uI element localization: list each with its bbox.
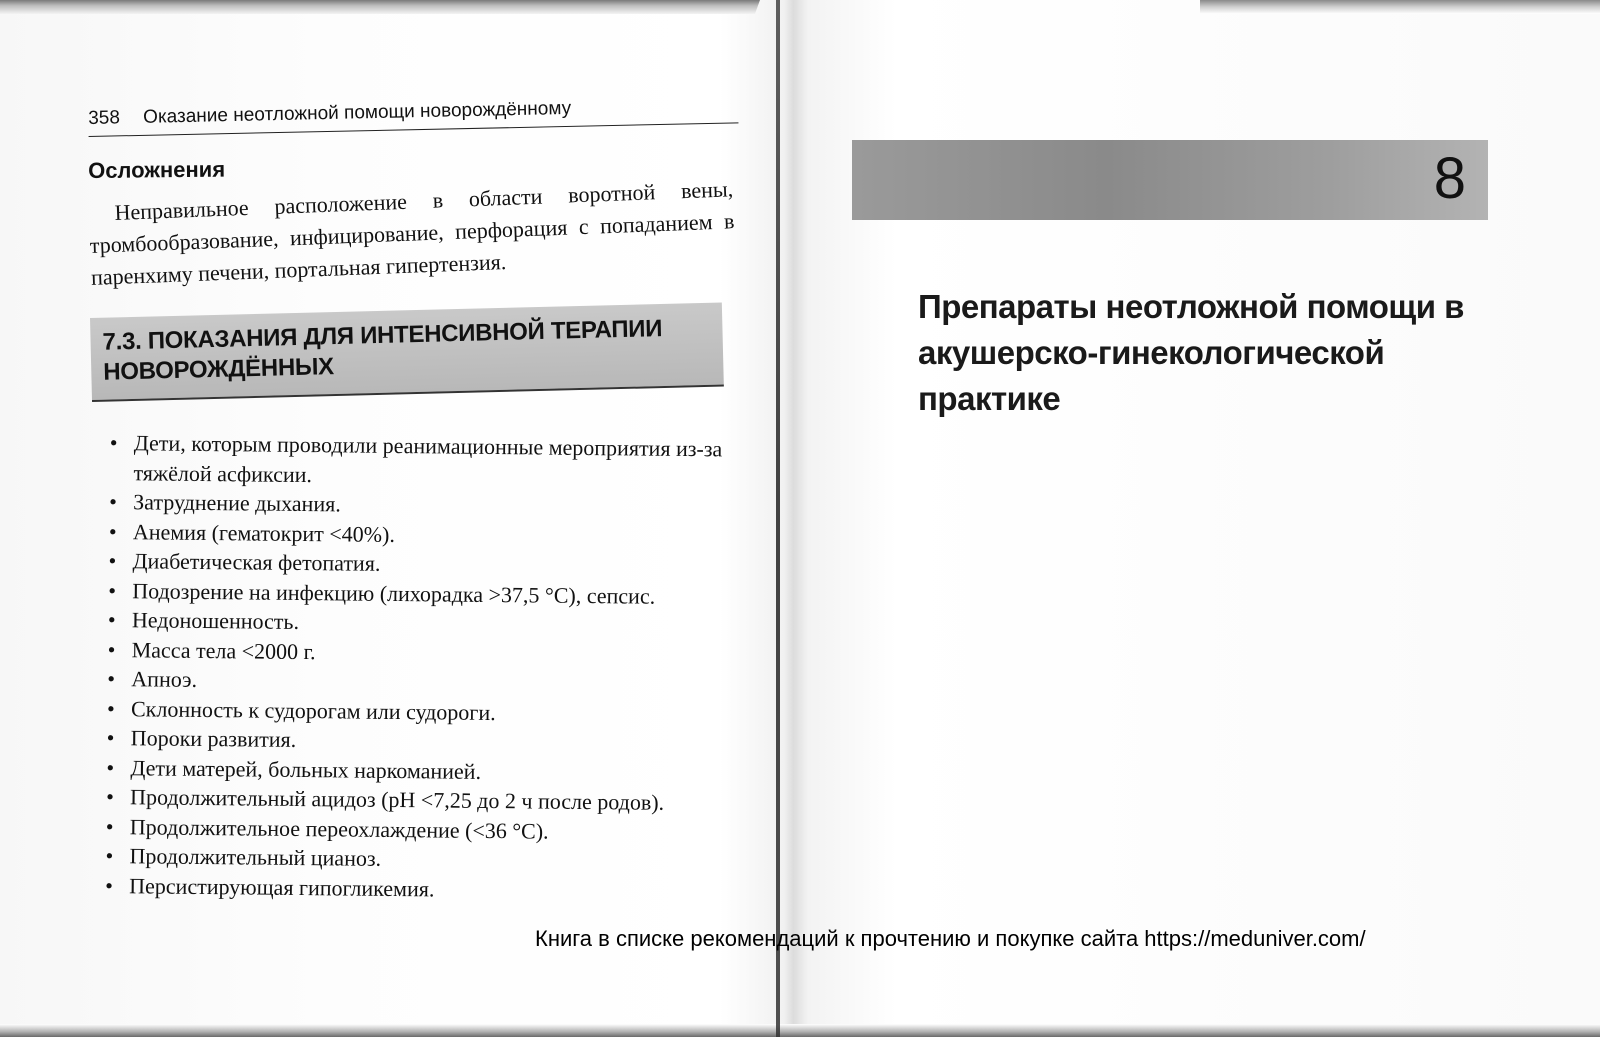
bullet-icon: • bbox=[107, 665, 116, 692]
chapter-number: 8 bbox=[1433, 146, 1466, 211]
left-page bbox=[0, 0, 780, 1037]
list-item: • Продолжительный цианоз. bbox=[105, 842, 382, 871]
chapter-banner bbox=[852, 140, 1488, 220]
list-item: • Продолжительное переохлаждение (<36 °С). bbox=[105, 813, 549, 844]
footer-note: Книга в списке рекомендаций к прочтению и покупке сайта https://meduniver.com/ bbox=[535, 926, 1366, 951]
list-item: • Склонность к судорогам или судороги. bbox=[106, 695, 496, 725]
list-item: • Дети матерей, больных наркоманией. bbox=[106, 754, 482, 784]
page-number: 358 bbox=[88, 107, 121, 129]
bullet-icon: • bbox=[105, 842, 114, 869]
bullet-icon: • bbox=[108, 518, 117, 544]
bullet-icon: • bbox=[106, 783, 114, 810]
bullet-icon: • bbox=[106, 754, 115, 780]
list-item: • Дети, которым проводили реанимационные мероприятия из-за тяжёлой асфиксии. bbox=[109, 429, 723, 487]
list-item: • Апноэ. bbox=[107, 665, 198, 692]
list-item: • Диабетическая фетопатия. bbox=[108, 547, 381, 576]
list-item: • Пороки развития. bbox=[106, 724, 297, 752]
list-item: • Масса тела <2000 г. bbox=[107, 636, 316, 664]
list-item: • Недоношенность. bbox=[107, 606, 300, 634]
list-item: • Затруднение дыхания. bbox=[109, 488, 341, 517]
running-head bbox=[88, 94, 738, 137]
list-item: • Персистирующая гипогликемия. bbox=[105, 872, 435, 901]
section-banner bbox=[90, 303, 724, 402]
bullet-icon: • bbox=[105, 813, 114, 839]
bullet-icon: • bbox=[107, 606, 116, 633]
bullet-icon: • bbox=[109, 488, 118, 515]
section-title: 7.3. ПОКАЗАНИЯ ДЛЯ ИНТЕНСИВНОЙ ТЕРАПИИ НОВОРОЖДЁННЫХ bbox=[102, 315, 663, 386]
complications-paragraph: Неправильное расположение в области воротной вены, тромбообразование, инфицирование, перфорация с попаданием в паренхиму печени, портальная гипертензия. bbox=[89, 176, 735, 290]
bullet-icon: • bbox=[108, 577, 117, 603]
running-head-title: Оказание неотложной помощи новорождённому bbox=[142, 97, 572, 128]
complications-heading: Осложнения bbox=[88, 156, 226, 183]
bullet-icon: • bbox=[107, 636, 116, 662]
bullet-icon: • bbox=[105, 872, 114, 898]
bullet-icon: • bbox=[108, 547, 117, 574]
chapter-title: Препараты неотложной помощи в акушерско-гинекологической практике bbox=[918, 288, 1464, 417]
bullet-icon: • bbox=[106, 724, 115, 751]
bullet-icon: • bbox=[109, 429, 118, 456]
right-page bbox=[800, 0, 1600, 1037]
indications-list bbox=[105, 428, 730, 906]
list-item: • Продолжительный ацидоз (рН <7,25 до 2 ч после родов). bbox=[106, 783, 665, 815]
list-item: • Подозрение на инфекцию (лихорадка >37,5 °С), сепсис. bbox=[108, 577, 656, 609]
list-item: • Анемия (гематокрит <40%). bbox=[108, 518, 396, 547]
bullet-icon: • bbox=[106, 695, 115, 721]
